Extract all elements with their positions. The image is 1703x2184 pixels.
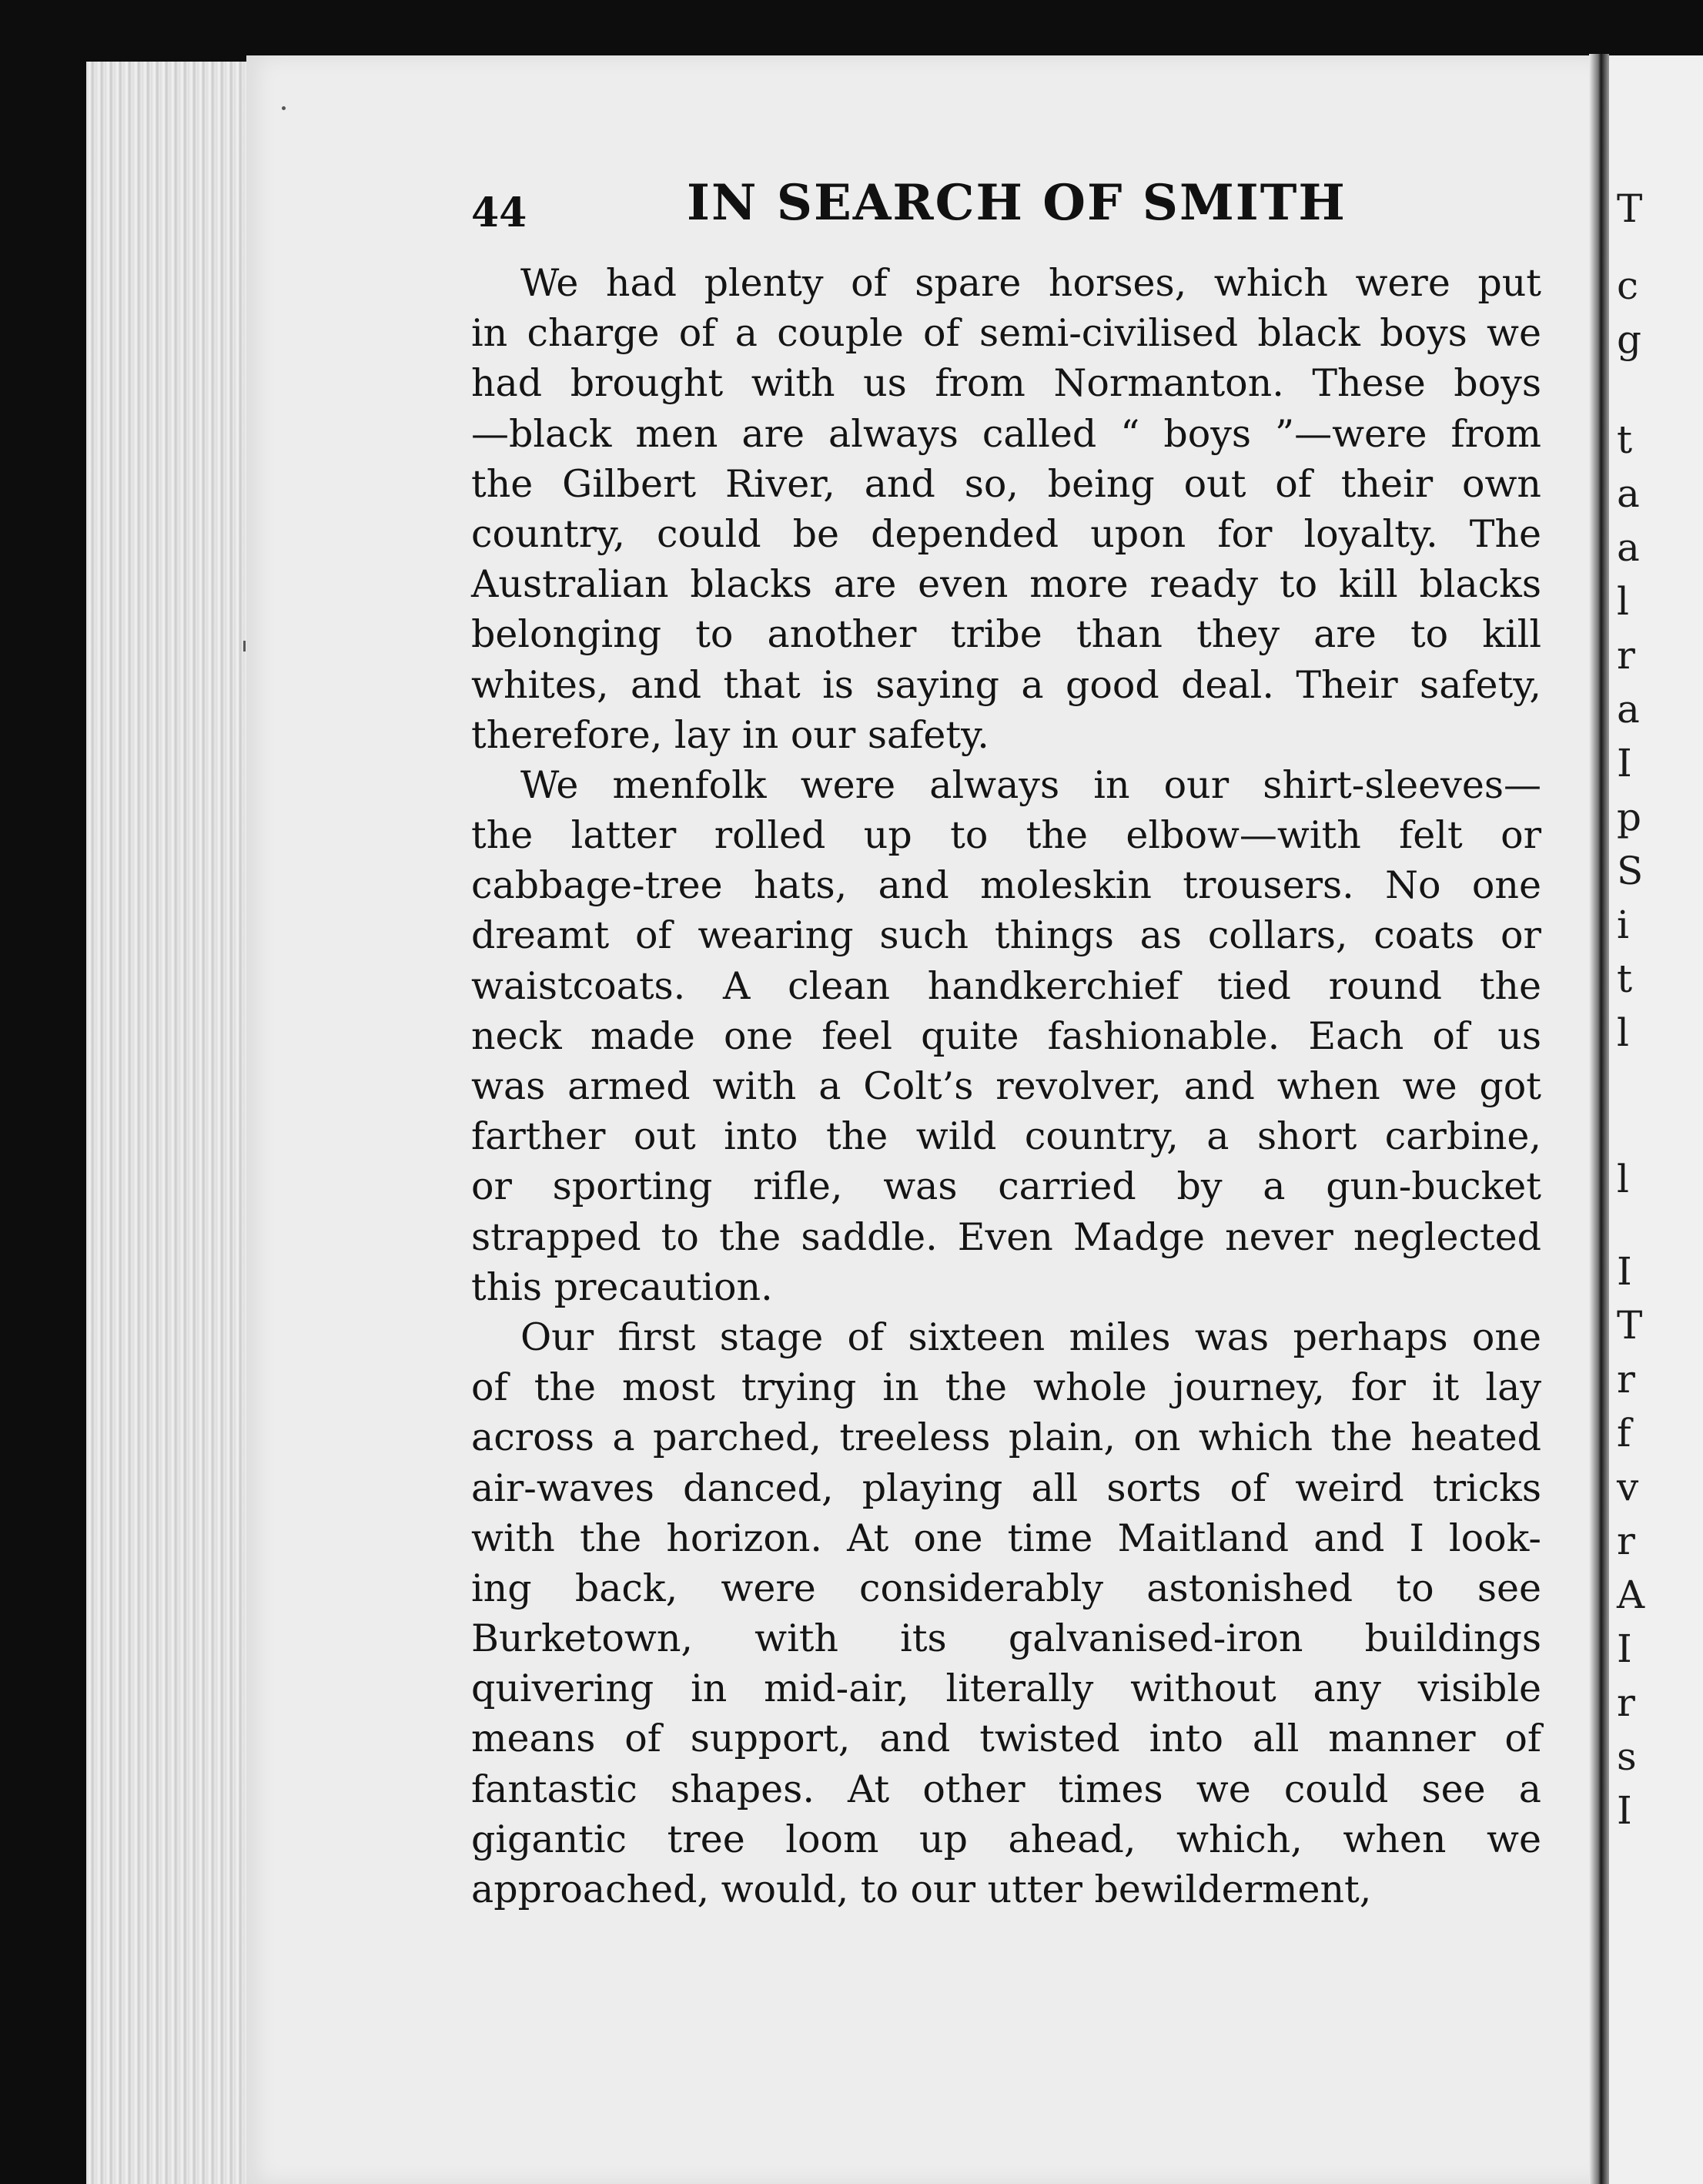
dust-mark (282, 106, 286, 110)
facing-page-fragment: i (1617, 903, 1629, 947)
text-line: Australian blacks are even more ready to kill blacks (471, 562, 1541, 607)
facing-page-fragment: v (1617, 1465, 1639, 1509)
text-line: Burketown, with its galvanised-iron buildings (471, 1616, 1541, 1661)
text-line: country, could be depended upon for loyalty. The (471, 511, 1541, 556)
facing-page-fragment: I (1617, 1249, 1632, 1294)
facing-page-fragment: A (1617, 1573, 1645, 1617)
text-line: —black men are always called “ boys ”—were from (471, 411, 1541, 456)
text-line: approached, would, to our utter bewilderment, (471, 1867, 1372, 1911)
running-title: IN SEARCH OF SMITH (687, 174, 1347, 232)
facing-page-fragment: I (1617, 1626, 1632, 1671)
body-text (471, 258, 1541, 1914)
facing-page-fragment: r (1617, 1519, 1635, 1563)
facing-page-fragment: a (1617, 525, 1640, 570)
paragraph (471, 760, 1541, 1312)
text-line: of the most trying in the whole journey, for it lay (471, 1365, 1541, 1410)
dust-mark (243, 641, 246, 652)
paragraph (471, 1312, 1541, 1914)
facing-page-fragment: l (1617, 1010, 1629, 1055)
facing-page-fragment: s (1617, 1734, 1637, 1779)
facing-page-fragment: S (1617, 849, 1644, 893)
text-line: means of support, and twisted into all manner of (471, 1717, 1541, 1761)
text-line: whites, and that is saying a good deal. Their safety, (471, 662, 1541, 707)
text-line: belonging to another tribe than they are to kill (471, 612, 1541, 657)
facing-page-fragment: r (1617, 1357, 1635, 1402)
page-edges (86, 62, 248, 2184)
text-line: We had plenty of spare horses, which were put (520, 261, 1541, 305)
facing-page-fragment: l (1617, 1157, 1629, 1201)
text-line: fantastic shapes. At other times we could see a (471, 1767, 1541, 1811)
paragraph (471, 258, 1541, 760)
text-line: strapped to the saddle. Even Madge never neglected (471, 1214, 1541, 1259)
text-line: the latter rolled up to the elbow—with felt or (471, 813, 1541, 858)
text-line: cabbage-tree hats, and moleskin trousers. No one (471, 863, 1541, 908)
text-line: farther out into the wild country, a short carbine, (471, 1114, 1541, 1159)
facing-page-fragment: p (1617, 795, 1642, 839)
facing-page-fragment: l (1617, 579, 1629, 624)
facing-page-fragment: r (1617, 633, 1635, 678)
facing-page-fragment: I (1617, 741, 1632, 786)
text-line: ing back, were considerably astonished to see (471, 1566, 1541, 1610)
facing-page-fragment: T (1617, 186, 1643, 231)
book-gutter (1589, 54, 1609, 2184)
facing-page-fragment: t (1617, 417, 1633, 462)
text-line: air-waves danced, playing all sorts of weird tricks (471, 1465, 1541, 1510)
text-line: the Gilbert River, and so, being out of their own (471, 461, 1541, 506)
text-line: this precaution. (471, 1265, 773, 1309)
text-line: or sporting rifle, was carried by a gun-bucket (471, 1164, 1541, 1209)
running-head (471, 174, 1549, 236)
facing-page (1609, 55, 1703, 2184)
text-line: Our first stage of sixteen miles was perhaps one (520, 1315, 1541, 1359)
text-line: therefore, lay in our safety. (471, 712, 989, 757)
facing-page-fragment: T (1617, 1303, 1643, 1348)
facing-page-fragment: g (1617, 317, 1642, 362)
facing-page-fragment: c (1617, 263, 1639, 308)
text-line: We menfolk were always in our shirt-sleeves— (520, 762, 1541, 807)
facing-page-fragment: t (1617, 956, 1633, 1001)
text-line: dreamt of wearing such things as collars, coats or (471, 913, 1541, 958)
text-line: neck made one feel quite fashionable. Each of us (471, 1013, 1541, 1058)
text-line: in charge of a couple of semi-civilised black boys we (471, 311, 1541, 356)
page-number: 44 (471, 189, 527, 236)
text-line: with the horizon. At one time Maitland and I look- (471, 1516, 1541, 1560)
facing-page-fragment: f (1617, 1411, 1631, 1455)
facing-page-fragment: a (1617, 471, 1640, 516)
facing-page-fragment: a (1617, 687, 1640, 732)
facing-page-fragment: r (1617, 1680, 1635, 1725)
text-line: gigantic tree loom up ahead, which, when we (471, 1817, 1541, 1861)
text-line: quivering in mid-air, literally without any visible (471, 1666, 1541, 1711)
facing-page-fragment: I (1617, 1788, 1632, 1833)
text-line: was armed with a Colt’s revolver, and when we got (471, 1064, 1541, 1108)
text-line: waistcoats. A clean handkerchief tied round the (471, 963, 1541, 1008)
text-line: across a parched, treeless plain, on which the heated (471, 1415, 1541, 1460)
text-line: had brought with us from Normanton. These boys (471, 361, 1541, 406)
